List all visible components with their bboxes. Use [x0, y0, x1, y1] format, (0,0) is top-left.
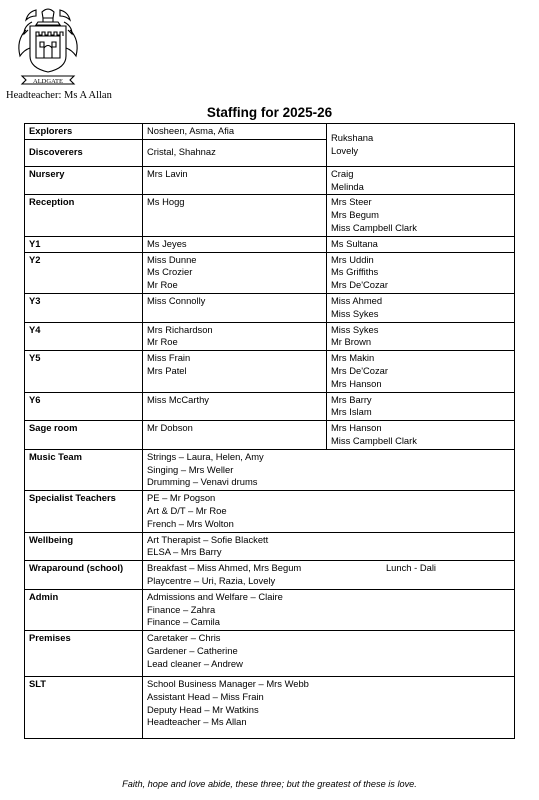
row-teacher: Mrs Richardson Mr Roe [143, 322, 327, 351]
row-label: Discoverers [25, 139, 143, 166]
row-label: Nursery [25, 166, 143, 195]
early-years-support: Rukshana Lovely [327, 124, 515, 167]
row-label: Specialist Teachers [25, 491, 143, 532]
row-details: Caretaker – Chris Gardener – Catherine Lead cleaner – Andrew [143, 631, 515, 677]
row-label: Wellbeing [25, 532, 143, 561]
school-crest-logo [12, 6, 84, 92]
row-teacher: Mr Dobson [143, 421, 327, 450]
breakfast-club: Breakfast – Miss Ahmed, Mrs Begum [147, 562, 302, 574]
table-row [25, 124, 515, 140]
row-support: Mrs Steer Mrs Begum Miss Campbell Clark [327, 195, 515, 236]
table-row [25, 491, 515, 532]
row-label: Y6 [25, 392, 143, 421]
row-details: School Business Manager – Mrs Webb Assistant Head – Miss Frain Deputy Head – Mr Watkins Headteacher – Ms Allan [143, 677, 515, 739]
row-support: Ms Sultana [327, 236, 515, 252]
table-row [25, 392, 515, 421]
row-label: Y1 [25, 236, 143, 252]
row-teacher: Ms Jeyes [143, 236, 327, 252]
row-support: Craig Melinda [327, 166, 515, 195]
row-teacher: Miss Frain Mrs Patel [143, 351, 327, 392]
table-row [25, 351, 515, 392]
table-row [25, 561, 515, 590]
row-label: Sage room [25, 421, 143, 450]
row-label: Admin [25, 589, 143, 630]
row-label: Y3 [25, 293, 143, 322]
row-teacher: Ms Hogg [143, 195, 327, 236]
row-support: Mrs Makin Mrs De'Cozar Mrs Hanson [327, 351, 515, 392]
row-label: Explorers [25, 124, 143, 140]
table-row [25, 589, 515, 630]
row-details [143, 561, 515, 590]
footer-quote: Faith, hope and love abide, these three; but the greatest of these is love. [122, 779, 417, 789]
row-teacher: Miss Connolly [143, 293, 327, 322]
row-teacher: Mrs Lavin [143, 166, 327, 195]
row-teacher: Miss Dunne Ms Crozier Mr Roe [143, 252, 327, 293]
row-teacher: Cristal, Shahnaz [143, 139, 327, 166]
playcentre: Playcentre – Uri, Razia, Lovely [147, 574, 276, 586]
row-details: Admissions and Welfare – Claire Finance – Zahra Finance – Camila [143, 589, 515, 630]
table-row [25, 166, 515, 195]
row-label: Premises [25, 631, 143, 677]
row-support: Mrs Uddin Ms Griffiths Mrs De'Cozar [327, 252, 515, 293]
table-row [25, 236, 515, 252]
table-row [25, 252, 515, 293]
row-support: Mrs Hanson Miss Campbell Clark [327, 421, 515, 450]
table-row [25, 449, 515, 490]
table-row [25, 677, 515, 739]
row-label: Y2 [25, 252, 143, 293]
table-row [25, 195, 515, 236]
staffing-table [24, 123, 515, 739]
row-details: Art Therapist – Sofie Blackett ELSA – Mrs Barry [143, 532, 515, 561]
table-row [25, 293, 515, 322]
row-details: PE – Mr Pogson Art & D/T – Mr Roe French – Mrs Wolton [143, 491, 515, 532]
row-label: Y5 [25, 351, 143, 392]
row-teacher: Miss McCarthy [143, 392, 327, 421]
row-label: Reception [25, 195, 143, 236]
table-row [25, 532, 515, 561]
table-row [25, 322, 515, 351]
row-support: Miss Sykes Mr Brown [327, 322, 515, 351]
row-label: Music Team [25, 449, 143, 490]
table-row [25, 631, 515, 677]
row-label: Y4 [25, 322, 143, 351]
row-label: Wraparound (school) [25, 561, 143, 590]
row-label: SLT [25, 677, 143, 739]
row-support: Miss Ahmed Miss Sykes [327, 293, 515, 322]
lunch-staff: Lunch - Dali [385, 562, 436, 574]
table-row [25, 421, 515, 450]
svg-text:ALDGATE: ALDGATE [33, 78, 63, 85]
row-details: Strings – Laura, Helen, Amy Singing – Mrs Weller Drumming – Venavi drums [143, 449, 515, 490]
page-title: Staffing for 2025-26 [206, 105, 333, 120]
row-teacher: Nosheen, Asma, Afia [143, 124, 327, 140]
row-support: Mrs Barry Mrs Islam [327, 392, 515, 421]
headteacher-caption: Headteacher: Ms A Allan [6, 90, 112, 101]
